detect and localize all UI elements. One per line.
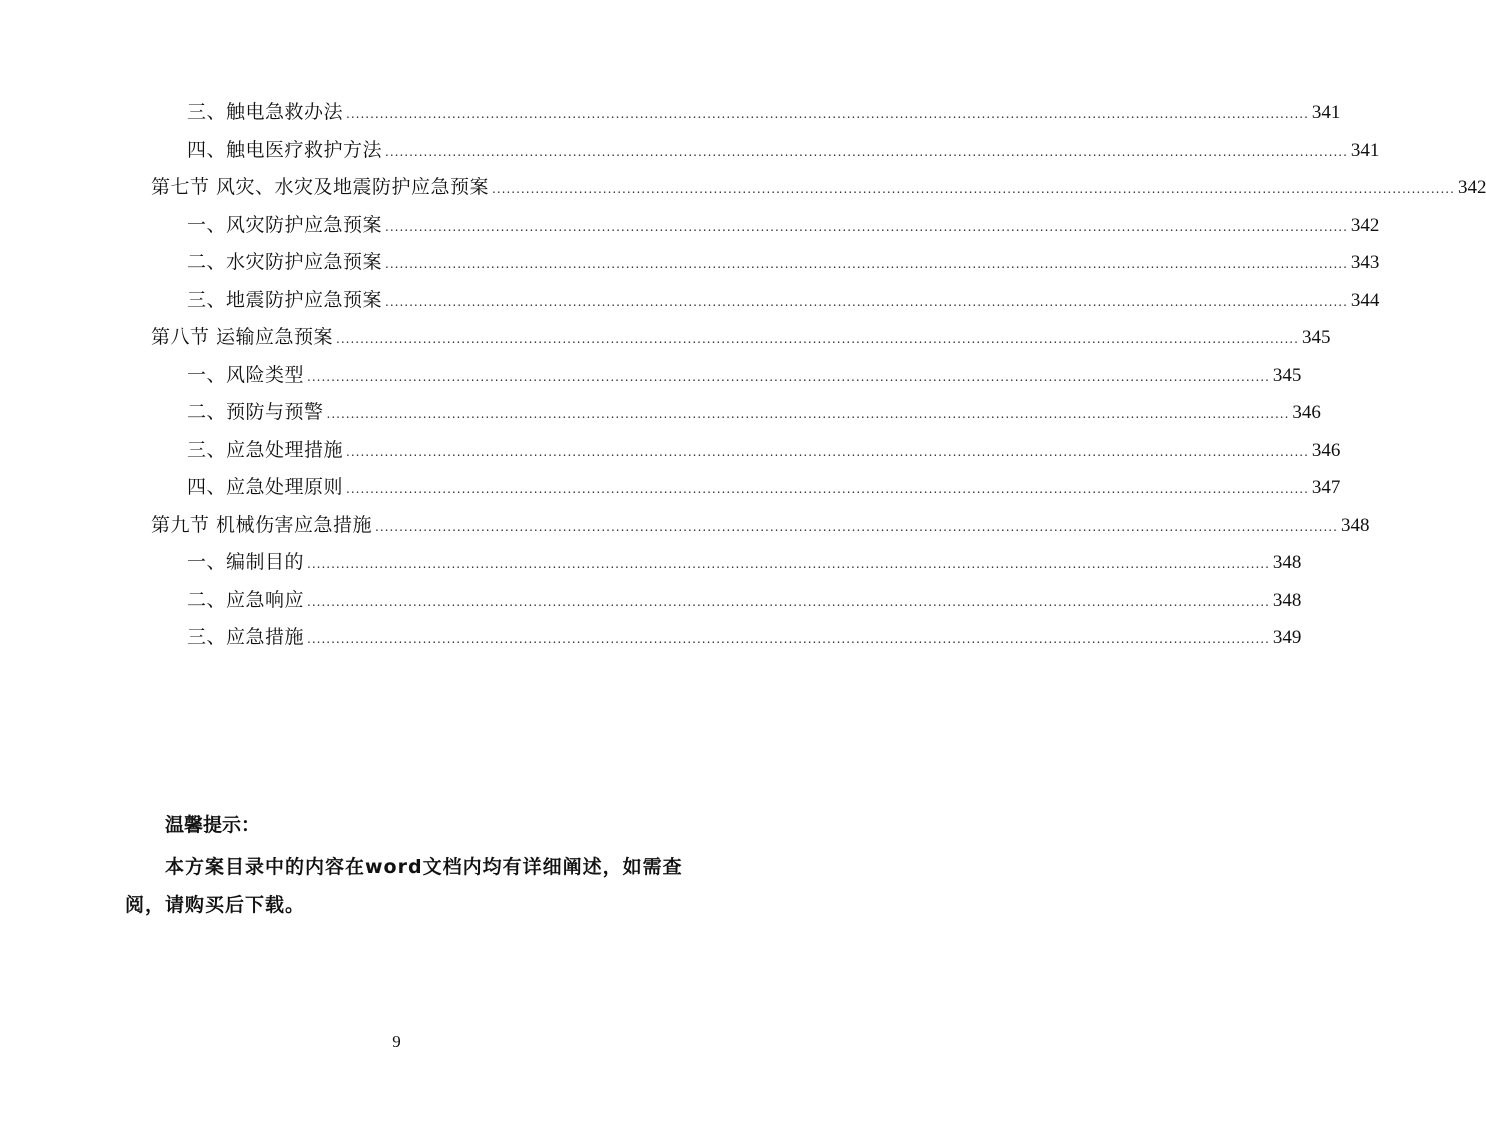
toc-entry[interactable]	[187, 475, 1341, 501]
toc-entry[interactable]	[187, 250, 1380, 276]
toc-dot-leader: ........................................................................................................................................................................................................	[307, 369, 1270, 384]
toc-entry-label: 一、风险类型	[187, 363, 305, 386]
toc-dot-leader: ........................................................................................................................................................................................................	[336, 332, 1299, 346]
notice-body: 本方案目录中的内容在word文档内均有详细阐述，如需查阅，请购买后下载。	[125, 856, 683, 916]
toc-entry[interactable]	[187, 588, 1302, 614]
toc-entry-page: 348	[1340, 514, 1370, 536]
toc-entry-label: 第七节 风灾、水灾及地震防护应急预案	[151, 176, 490, 198]
toc-entry-page: 346	[1311, 439, 1341, 461]
toc-entry[interactable]	[187, 288, 1380, 314]
toc-entry-page: 342	[1457, 177, 1486, 198]
toc-dot-leader: ........................................................................................................................................................................................................	[385, 144, 1348, 159]
toc-entry-page: 346	[1292, 402, 1321, 423]
toc-entry-label: 四、触电医疗救护方法	[187, 138, 383, 161]
toc-entry-label: 三、应急处理措施	[187, 438, 344, 461]
toc-dot-leader: ........................................................................................................................................................................................................	[492, 182, 1455, 196]
toc-entry-label: 第九节 机械伤害应急措施	[151, 513, 373, 536]
toc-dot-leader: ........................................................................................................................................................................................................	[385, 219, 1348, 234]
toc-entry-label: 二、水灾防护应急预案	[187, 251, 383, 273]
toc-entry[interactable]	[151, 175, 1486, 201]
toc-dot-leader: ........................................................................................................................................................................................................	[307, 594, 1270, 609]
toc-entry[interactable]	[187, 400, 1321, 426]
toc-entry[interactable]	[187, 625, 1302, 651]
toc-entry-page: 344	[1350, 289, 1380, 311]
toc-entry[interactable]	[187, 363, 1302, 389]
toc-entry[interactable]	[151, 325, 1331, 351]
toc-entry-label: 二、预防与预警	[187, 401, 324, 423]
toc-dot-leader: ........................................................................................................................................................................................................	[375, 519, 1338, 534]
toc-entry-label: 第八节 运输应急预案	[151, 326, 334, 348]
toc-entry-label: 四、应急处理原则	[187, 476, 344, 498]
toc-entry-page: 345	[1301, 327, 1331, 348]
toc-entry[interactable]	[151, 513, 1370, 539]
toc-entry-label: 一、风灾防护应急预案	[187, 213, 383, 236]
toc-dot-leader: ........................................................................................................................................................................................................	[307, 632, 1270, 646]
toc-dot-leader: ........................................................................................................................................................................................................	[326, 407, 1290, 421]
toc-dot-leader: ........................................................................................................................................................................................................	[346, 444, 1309, 459]
toc-entry-page: 341	[1350, 139, 1380, 161]
toc-entry-page: 347	[1311, 477, 1341, 498]
toc-entry-page: 342	[1350, 214, 1380, 236]
toc-entry[interactable]	[187, 438, 1341, 464]
toc-entry-label: 三、应急措施	[187, 626, 305, 648]
page-number: 9	[392, 1032, 401, 1051]
toc-dot-leader: ........................................................................................................................................................................................................	[385, 294, 1348, 309]
toc-entry-page: 348	[1272, 552, 1302, 573]
toc-dot-leader: ........................................................................................................................................................................................................	[346, 482, 1309, 496]
toc-entry-page: 345	[1272, 364, 1302, 386]
toc-entry-page: 348	[1272, 589, 1302, 611]
toc-entry[interactable]	[187, 213, 1380, 239]
toc-entry-page: 349	[1272, 627, 1302, 648]
toc-entry-page: 343	[1350, 252, 1380, 273]
toc-dot-leader: ........................................................................................................................................................................................................	[385, 257, 1348, 271]
toc-entry-page: 341	[1311, 102, 1341, 123]
toc-entry-label: 三、触电急救办法	[187, 101, 344, 123]
toc-entry-label: 一、编制目的	[187, 551, 305, 573]
toc-entry-label: 二、应急响应	[187, 588, 305, 611]
notice-title: 温馨提示：	[165, 814, 261, 836]
toc-dot-leader: ........................................................................................................................................................................................................	[346, 107, 1309, 121]
toc-entry[interactable]	[187, 138, 1380, 164]
toc-entry[interactable]	[187, 550, 1302, 576]
toc-dot-leader: ........................................................................................................................................................................................................	[307, 557, 1270, 571]
toc-entry-label: 三、地震防护应急预案	[187, 288, 383, 311]
toc-entry[interactable]	[187, 100, 1341, 126]
